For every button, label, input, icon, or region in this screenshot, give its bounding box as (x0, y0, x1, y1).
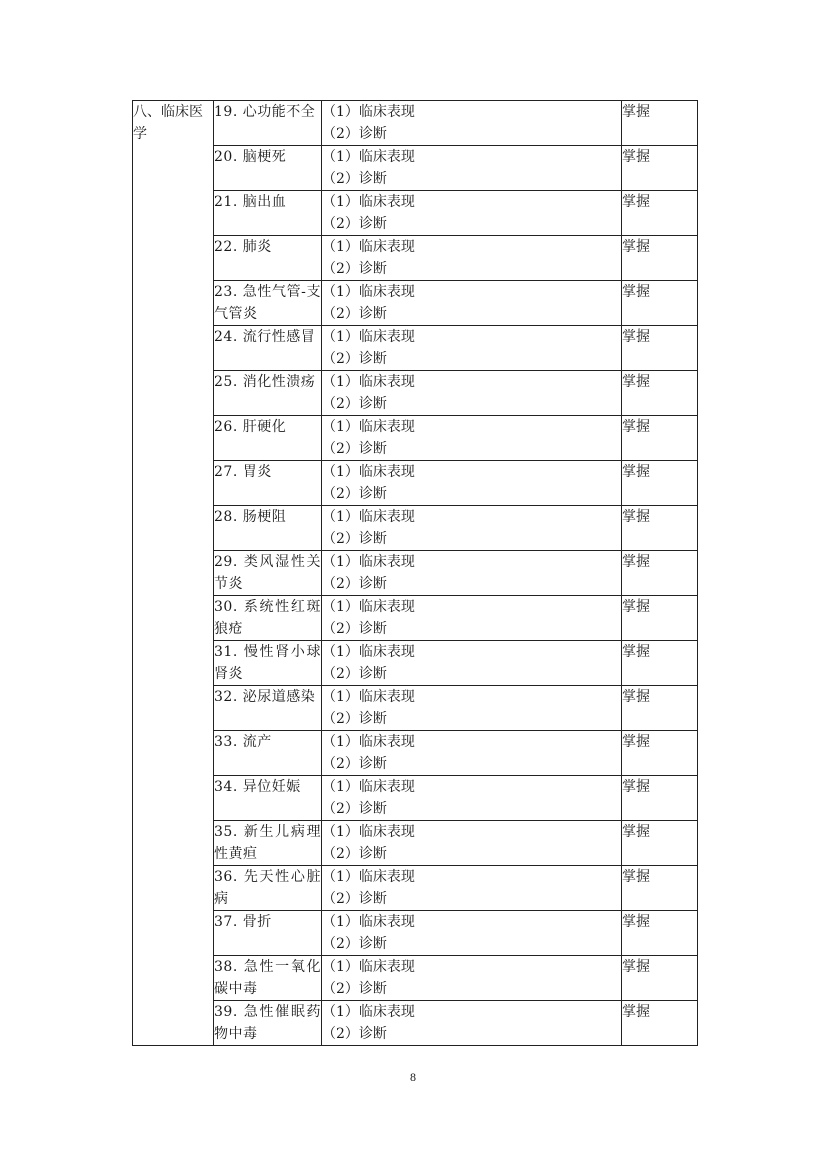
table-row (133, 461, 698, 506)
topic-cell: 21. 脑出血 (214, 191, 322, 236)
content-cell (322, 866, 622, 911)
content-cell (322, 236, 622, 281)
topic-cell: 30. 系统性红斑狼疮 (214, 596, 322, 641)
content-item: （1）临床表现 (322, 599, 415, 615)
table-row (133, 641, 698, 686)
table-row (133, 821, 698, 866)
topic-cell: 27. 胃炎 (214, 461, 322, 506)
content-item: （1）临床表现 (322, 509, 415, 525)
mastery-level-cell: 掌握 (622, 146, 698, 191)
content-item: （1）临床表现 (322, 329, 415, 345)
table-row (133, 1001, 698, 1046)
table-row (133, 191, 698, 236)
topic-cell: 25. 消化性溃疡 (214, 371, 322, 416)
table-row (133, 146, 698, 191)
content-item: （2）诊断 (322, 1026, 387, 1042)
topic-cell: 20. 脑梗死 (214, 146, 322, 191)
topic-cell: 37. 骨折 (214, 911, 322, 956)
content-item: （1）临床表现 (322, 779, 415, 795)
content-item: （1）临床表现 (322, 869, 415, 885)
mastery-level-cell: 掌握 (622, 776, 698, 821)
content-item: （1）临床表现 (322, 284, 415, 300)
topic-cell: 29. 类风湿性关节炎 (214, 551, 322, 596)
mastery-level-cell: 掌握 (622, 911, 698, 956)
mastery-level-cell: 掌握 (622, 506, 698, 551)
topic-cell: 22. 肺炎 (214, 236, 322, 281)
mastery-level-cell: 掌握 (622, 551, 698, 596)
content-item: （1）临床表现 (322, 419, 415, 435)
content-cell (322, 416, 622, 461)
content-cell (322, 911, 622, 956)
content-item: （1）临床表现 (322, 149, 415, 165)
content-item: （2）诊断 (322, 531, 387, 547)
table-row (133, 236, 698, 281)
content-item: （2）诊断 (322, 846, 387, 862)
content-cell (322, 641, 622, 686)
table-row (133, 776, 698, 821)
content-item: （1）临床表现 (322, 689, 415, 705)
content-item: （1）临床表现 (322, 194, 415, 210)
content-item: （2）诊断 (322, 126, 387, 142)
content-cell (322, 461, 622, 506)
mastery-level-cell: 掌握 (622, 1001, 698, 1046)
table-row (133, 506, 698, 551)
content-item: （1）临床表现 (322, 554, 415, 570)
syllabus-table (132, 100, 698, 1046)
content-cell (322, 731, 622, 776)
mastery-level-cell: 掌握 (622, 641, 698, 686)
content-cell (322, 191, 622, 236)
content-item: （2）诊断 (322, 981, 387, 997)
table-row (133, 686, 698, 731)
table-row (133, 326, 698, 371)
topic-cell: 28. 肠梗阻 (214, 506, 322, 551)
content-cell (322, 551, 622, 596)
topic-cell: 38. 急性一氧化碳中毒 (214, 956, 322, 1001)
mastery-level-cell: 掌握 (622, 866, 698, 911)
mastery-level-cell: 掌握 (622, 101, 698, 146)
syllabus-table-body (133, 101, 698, 1046)
content-cell (322, 506, 622, 551)
content-cell (322, 101, 622, 146)
content-item: （2）诊断 (322, 666, 387, 682)
content-item: （1）临床表现 (322, 104, 415, 120)
content-item: （2）诊断 (322, 756, 387, 772)
topic-cell: 34. 异位妊娠 (214, 776, 322, 821)
mastery-level-cell: 掌握 (622, 371, 698, 416)
mastery-level-cell: 掌握 (622, 416, 698, 461)
mastery-level-cell: 掌握 (622, 686, 698, 731)
topic-cell: 26. 肝硬化 (214, 416, 322, 461)
content-item: （2）诊断 (322, 801, 387, 817)
topic-cell: 23. 急性气管-支气管炎 (214, 281, 322, 326)
mastery-level-cell: 掌握 (622, 281, 698, 326)
content-cell (322, 776, 622, 821)
content-item: （2）诊断 (322, 216, 387, 232)
content-item: （2）诊断 (322, 486, 387, 502)
content-item: （2）诊断 (322, 891, 387, 907)
content-item: （2）诊断 (322, 306, 387, 322)
content-item: （2）诊断 (322, 621, 387, 637)
content-cell (322, 821, 622, 866)
mastery-level-cell: 掌握 (622, 191, 698, 236)
content-item: （1）临床表现 (322, 734, 415, 750)
topic-cell: 31. 慢性肾小球肾炎 (214, 641, 322, 686)
content-cell (322, 686, 622, 731)
mastery-level-cell: 掌握 (622, 596, 698, 641)
topic-cell: 24. 流行性感冒 (214, 326, 322, 371)
content-item: （1）临床表现 (322, 824, 415, 840)
table-row (133, 731, 698, 776)
content-item: （2）诊断 (322, 936, 387, 952)
content-cell (322, 596, 622, 641)
topic-cell: 33. 流产 (214, 731, 322, 776)
topic-cell: 32. 泌尿道感染 (214, 686, 322, 731)
table-row (133, 371, 698, 416)
content-item: （1）临床表现 (322, 1004, 415, 1020)
table-row (133, 101, 698, 146)
content-item: （1）临床表现 (322, 914, 415, 930)
content-cell (322, 146, 622, 191)
content-item: （2）诊断 (322, 261, 387, 277)
content-item: （2）诊断 (322, 396, 387, 412)
content-item: （1）临床表现 (322, 464, 415, 480)
content-item: （2）诊断 (322, 441, 387, 457)
table-row (133, 956, 698, 1001)
section-label: 八、临床医学 (133, 101, 214, 1046)
content-cell (322, 281, 622, 326)
content-cell (322, 956, 622, 1001)
content-item: （1）临床表现 (322, 959, 415, 975)
table-row (133, 416, 698, 461)
content-item: （2）诊断 (322, 711, 387, 727)
content-cell (322, 371, 622, 416)
table-row (133, 596, 698, 641)
mastery-level-cell: 掌握 (622, 461, 698, 506)
content-item: （2）诊断 (322, 171, 387, 187)
content-cell (322, 1001, 622, 1046)
table-row (133, 911, 698, 956)
topic-cell: 35. 新生儿病理性黄疸 (214, 821, 322, 866)
mastery-level-cell: 掌握 (622, 821, 698, 866)
topic-cell: 39. 急性催眠药物中毒 (214, 1001, 322, 1046)
content-item: （1）临床表现 (322, 644, 415, 660)
mastery-level-cell: 掌握 (622, 326, 698, 371)
mastery-level-cell: 掌握 (622, 731, 698, 776)
topic-cell: 36. 先天性心脏病 (214, 866, 322, 911)
table-row (133, 866, 698, 911)
content-item: （2）诊断 (322, 576, 387, 592)
table-row (133, 551, 698, 596)
topic-cell: 19. 心功能不全 (214, 101, 322, 146)
page-number: 8 (410, 1070, 416, 1084)
table-row (133, 281, 698, 326)
content-item: （2）诊断 (322, 351, 387, 367)
content-item: （1）临床表现 (322, 239, 415, 255)
content-item: （1）临床表现 (322, 374, 415, 390)
mastery-level-cell: 掌握 (622, 956, 698, 1001)
content-cell (322, 326, 622, 371)
mastery-level-cell: 掌握 (622, 236, 698, 281)
